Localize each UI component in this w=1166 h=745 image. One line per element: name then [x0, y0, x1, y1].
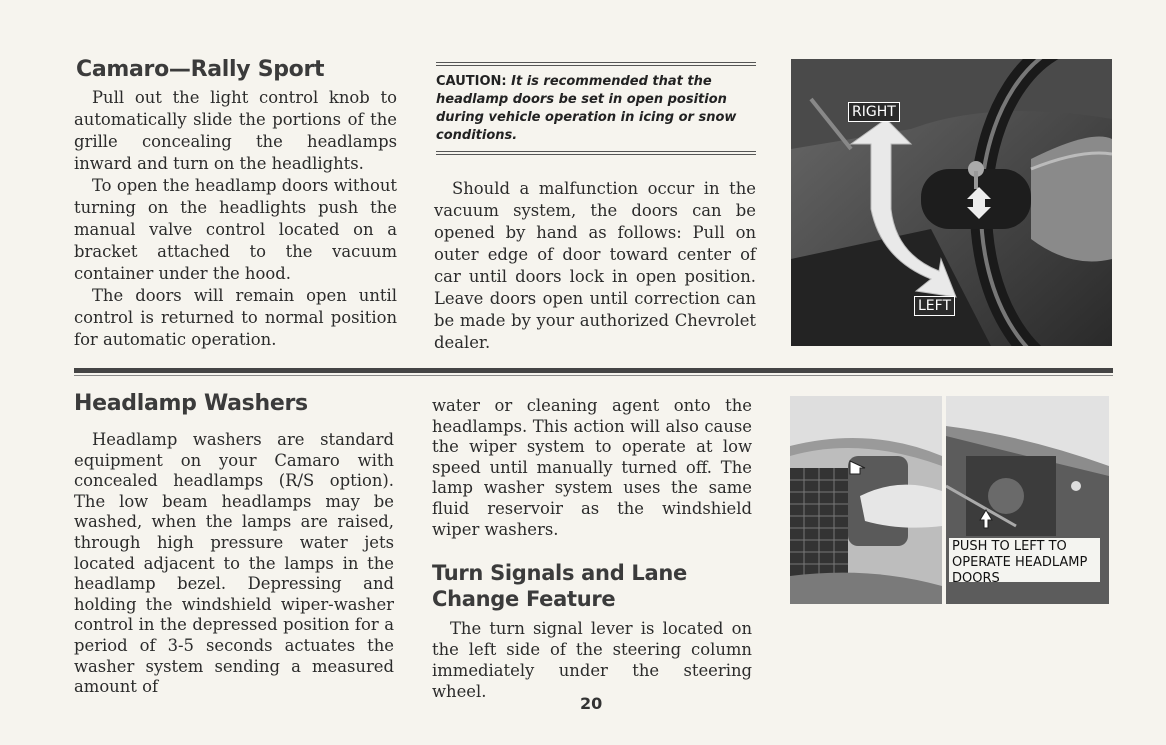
photo-headlamp-grille — [790, 396, 942, 604]
push-caption: PUSH TO LEFT TO OPERATE HEADLAMP DOORS — [949, 538, 1100, 582]
camaro-rally-paragraph-1: Pull out the light control knob to automatically slide the portions of the grille concealing the headlamps inward and turn on the headlights. — [74, 88, 397, 173]
section-divider-shadow — [74, 375, 1113, 376]
turn-signals-title-line2: Change Feature — [432, 587, 616, 611]
malfunction-paragraph: Should a malfunction occur in the vacuum system, the doors can be opened by hand as follows: Pull on outer edge of door toward center of car until doors lock in open position. Leave doors open until correction can be made by your authorized Chevrolet dealer. — [434, 179, 756, 352]
caution-rule-bottom — [436, 151, 756, 155]
section-title-headlamp-washers: Headlamp Washers — [74, 391, 308, 416]
turn-signals-title-line1: Turn Signals and Lane — [432, 561, 687, 585]
camaro-rally-paragraph-3: The doors will remain open until control is returned to normal position for automatic operation. — [74, 286, 397, 349]
section-divider — [74, 368, 1113, 373]
camaro-rally-text — [74, 87, 397, 351]
section-title-camaro-rally: Camaro—Rally Sport — [76, 57, 325, 82]
turn-signals-paragraph: The turn signal lever is located on the left side of the steering column immediately under the steering wheel. — [432, 619, 752, 701]
caution-rule-top — [436, 62, 756, 66]
malfunction-text — [434, 178, 756, 354]
caution-note — [436, 73, 758, 145]
washers-text-col1 — [74, 430, 394, 698]
label-left: LEFT — [914, 296, 955, 316]
camaro-rally-paragraph-2: To open the headlamp doors without turning on the headlights push the manual valve control located on a bracket attached to the vacuum container under the hood. — [74, 176, 397, 283]
photo-light-control — [791, 59, 1112, 346]
section-title-turn-signals — [432, 560, 687, 612]
caution-text: It is recommended that the headlamp doors be set in open position during vehicle operation in icing or snow conditions. — [436, 74, 737, 143]
grille-illustration — [790, 396, 942, 604]
page-number: 20 — [580, 694, 603, 713]
washers-paragraph-1: Headlamp washers are standard equipment on your Camaro with concealed headlamps (R/S option). The low beam headlamps may be washed, when the lamps are raised, through high pressure water jets located adjacent to the lamps in the headlamp bezel. Depressing and holding the windshield wiper-washer control in the depressed position for a period of 3-5 seconds actuates the washer system sending a measured amount of — [74, 430, 394, 697]
photo-manual-valve — [946, 396, 1109, 604]
washers-paragraph-2: water or cleaning agent onto the headlamps. This action will also cause the wiper system to operate at low speed until manually turned off. The lamp washer system uses the same fluid reservoir as the windshield wiper washers. — [432, 396, 752, 539]
washers-text-col2 — [432, 396, 752, 540]
turn-signals-text — [432, 618, 752, 702]
caution-lead: CAUTION: — [436, 74, 507, 89]
label-right: RIGHT — [848, 102, 900, 122]
